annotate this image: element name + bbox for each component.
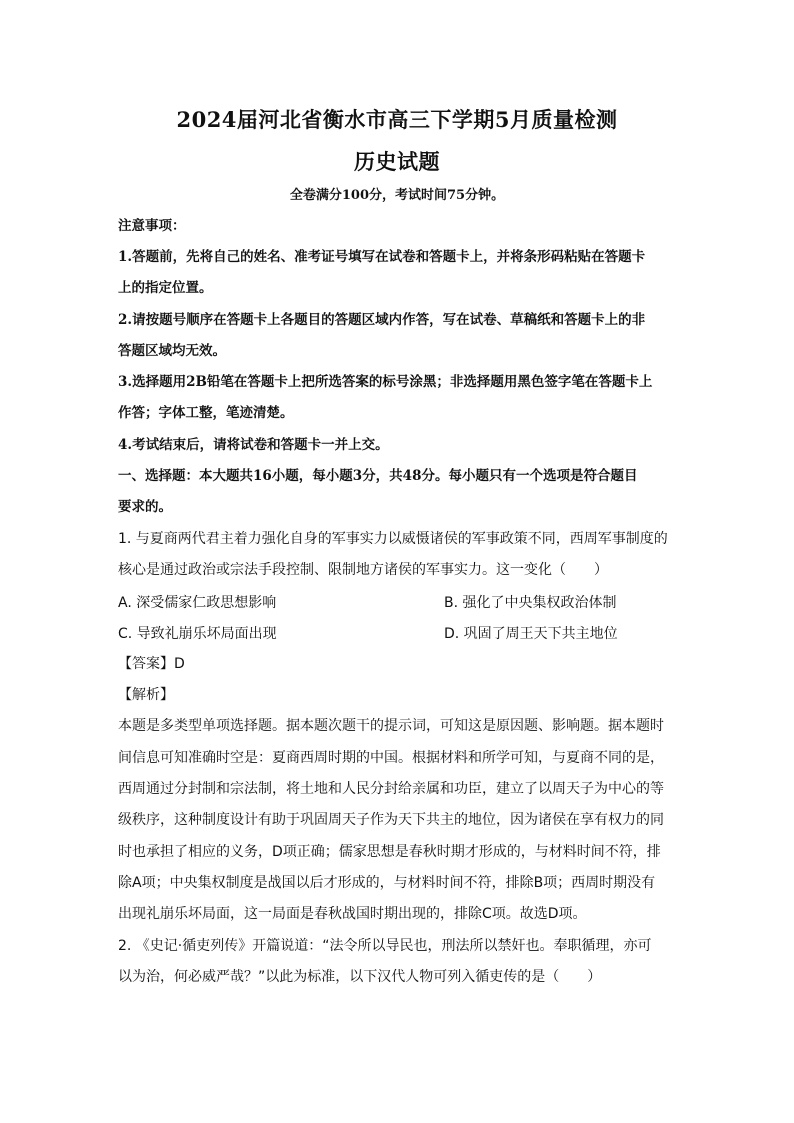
document-subject-title: 历史试题 — [354, 149, 440, 174]
document-title: 2024届河北省衡水市高三下学期5月质量检测 — [176, 107, 618, 132]
notice-item-1-line-1: 1.答题前，先将自己的姓名、准考证号填写在试卷和答题卡上，并将条形码粘贴在答题卡 — [118, 249, 646, 265]
notice-item-1-line-2: 上的指定位置。 — [118, 280, 213, 296]
question-1-analysis-line: 间信息可知准确时空是：夏商西周时期的中国。根据材料和所学可知，与夏商不同的是， — [118, 750, 664, 766]
exam-info: 全卷满分100分，考试时间75分钟。 — [289, 188, 505, 203]
question-1-analysis-line: 出现礼崩乐坏局面，这一局面是春秋战国时期出现的，排除C项。故选D项。 — [118, 906, 587, 922]
notice-item-4: 4.考试结束后，请将试卷和答题卡一并上交。 — [118, 437, 389, 453]
notice-item-3-line-2: 作答；字体工整，笔迹清楚。 — [118, 405, 294, 421]
notice-item-2-line-1: 2.请按题号顺序在答题卡上各题目的答题区域内作答，写在试卷、草稿纸和答题卡上的非 — [118, 312, 646, 328]
question-1-option-d: D. 巩固了周王天下共主地位 — [444, 626, 618, 642]
question-1-stem-line-2: 核心是通过政治或宗法手段控制、限制地方诸侯的军事实力。这一变化（ ） — [118, 562, 608, 578]
notice-item-2-line-2: 答题区域均无效。 — [118, 343, 226, 359]
question-1-analysis-line: 时也承担了相应的义务，D项正确；儒家思想是春秋时期才形成的，与材料时间不符，排 — [118, 844, 661, 860]
question-1-analysis-line: 西周通过分封制和宗法制，将土地和人民分封给亲属和功臣，建立了以周天子为中心的等 — [118, 781, 664, 797]
section-heading-line-2: 要求的。 — [118, 499, 172, 515]
section-heading-line-1: 一、选择题：本大题共16小题，每小题3分，共48分。每小题只有一个选项是符合题目 — [118, 468, 638, 484]
question-1-analysis-line: 本题是多类型单项选择题。据本题次题干的提示词，可知这是原因题、影响题。据本题时 — [118, 718, 664, 734]
notice-heading: 注意事项： — [118, 218, 186, 234]
question-1-analysis-line: 级秩序，这种制度设计有助于巩固周天子作为天下共主的地位，因为诸侯在享有权力的同 — [118, 812, 664, 828]
question-1-option-b: B. 强化了中央集权政治体制 — [444, 595, 617, 611]
question-1-option-a: A. 深受儒家仁政思想影响 — [118, 595, 277, 611]
question-1-analysis-line: 除A项；中央集权制度是战国以后才形成的，与材料时间不符，排除B项；西周时期没有 — [118, 875, 656, 891]
question-2-stem-line-1: 2. 《史记·循吏列传》开篇说道：“法令所以导民也，刑法所以禁奸也。奉职循理，亦可 — [118, 938, 652, 954]
question-1-answer: 【答案】D — [118, 656, 185, 672]
question-1-analysis-label: 【解析】 — [118, 687, 174, 703]
question-2-stem-line-2: 以为治，何必威严哉？”以此为标准，以下汉代人物可列入循吏传的是（ ） — [118, 969, 602, 985]
question-1-option-c: C. 导致礼崩乐坏局面出现 — [118, 626, 277, 642]
question-1-stem-line-1: 1. 与夏商两代君主着力强化自身的军事实力以威慑诸侯的军事政策不同，西周军事制度的 — [118, 531, 668, 547]
notice-item-3-line-1: 3.选择题用2B铅笔在答题卡上把所选答案的标号涂黑；非选择题用黑色签字笔在答题卡上 — [118, 374, 653, 390]
